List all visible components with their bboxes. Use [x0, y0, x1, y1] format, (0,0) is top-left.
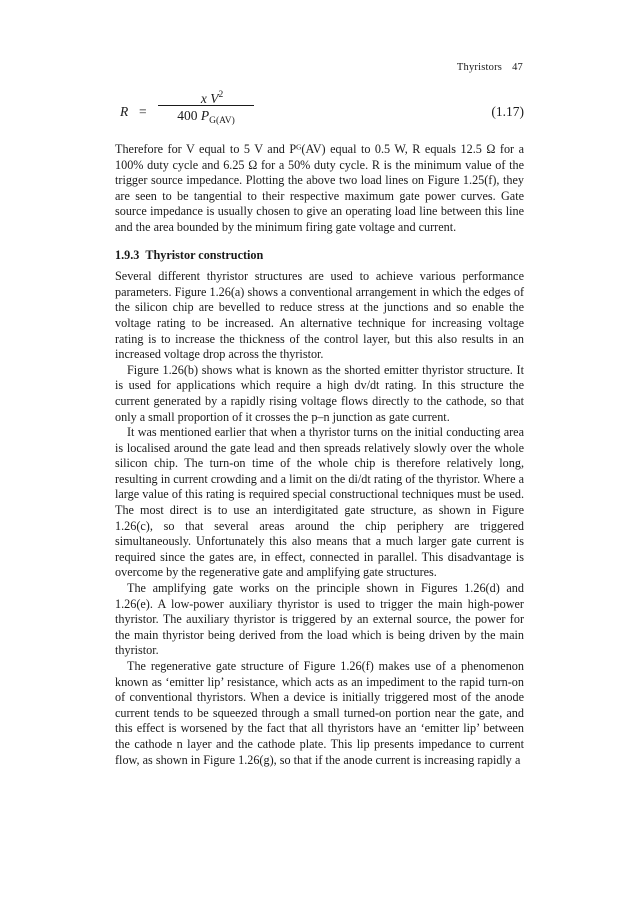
page-number: 47	[512, 62, 523, 73]
paragraph-3: Figure 1.26(b) shows what is known as the shorted emitter thyristor structure. It is used for applications which require a high dv/dt rating. In this structure the current generated by a rapidly rising voltage flows directly to the cathode, so that only a small proportion of it crosses the p–n junction as gate current.	[115, 362, 524, 424]
body-text	[115, 142, 524, 768]
running-head	[0, 62, 523, 73]
equation-lhs: R	[120, 104, 129, 119]
paragraph-1: Therefore for V equal to 5 V and Pᴳ(AV) equal to 0.5 W, R equals 12.5 Ω for a 100% duty cycle and 6.25 Ω for a 50% duty cycle. R is the minimum value of the trigger source impedance. Plotting the above two load lines on Figure 1.25(f), they are seen to be tangential to their respective maximum gate power curves. Gate source impedance is usually chosen to give an operating load line between this line and the area bounded by the minimum firing gate voltage and current.	[115, 142, 524, 234]
paragraph-4: It was mentioned earlier that when a thyristor turns on the initial conducting area is localised around the gate lead and then spreads relatively slowly over the whole silicon chip. The turn-on time of the whole chip is therefore relatively long, resulting in current crowding and a limit on the di/dt rating of the thyristor. Where a large value of this rating is required special constructional techniques must be used. The most direct is to use an interdigitated gate structure, as shown in Figure 1.26(c), so that several areas around the chip periphery are triggered simultaneously. Unfortunately this also means that a much larger gate current is required since the gates are, in effect, connected in parallel. This disadvantage is overcome by the regenerative gate and amplifying gate structures.	[115, 425, 524, 580]
equation-fraction	[156, 86, 256, 125]
section-heading	[115, 248, 524, 264]
equation-number: (1.17)	[491, 104, 524, 119]
section-number: 1.9.3	[115, 247, 140, 262]
equation-denominator: 400 $P_{G(AV)}$	[177, 108, 235, 126]
running-head-title: Thyristors	[456, 62, 503, 73]
paragraph-5: The amplifying gate works on the principle shown in Figures 1.26(d) and 1.26(e). A low-power auxiliary thyristor is used to trigger the main high-power thyristor. The auxiliary thyristor is triggered by an external source, the power for the main thyristor being derived from the load which is being driven by the main thyristor.	[115, 581, 524, 658]
equation-1-17	[120, 86, 524, 136]
equation-numerator: x $V^2$	[200, 90, 224, 106]
paragraph-2: Several different thyristor structures are used to achieve various performance parameters. Figure 1.26(a) shows a conventional arrangement in which the edges of the silicon chip are bevelled to reduce stress at the junctions and so enable the voltage rating to be increased. An alternative technique for increasing voltage rating is to increase the thickness of the control layer, but this also results in an increased voltage drop across the thyristor.	[115, 269, 524, 362]
equation-equals-sign: =	[139, 104, 147, 119]
paragraph-6: The regenerative gate structure of Figure 1.26(f) makes use of a phenomenon known as ‘emitter lip’ resistance, which acts as an impediment to the rapid turn-on of conventional thyristors. When a device is initially triggered most of the anode current tends to be squeezed through a small turned-on portion near the gate, and this effect is worsened by the fact that all thyristors have an ‘emitter lip’ between the cathode n layer and the cathode plate. This lip presents impedance to current flow, as shown in Figure 1.26(g), so that if the anode current is increasing rapidly a	[115, 659, 524, 767]
section-title: Thyristor construction	[145, 247, 264, 262]
